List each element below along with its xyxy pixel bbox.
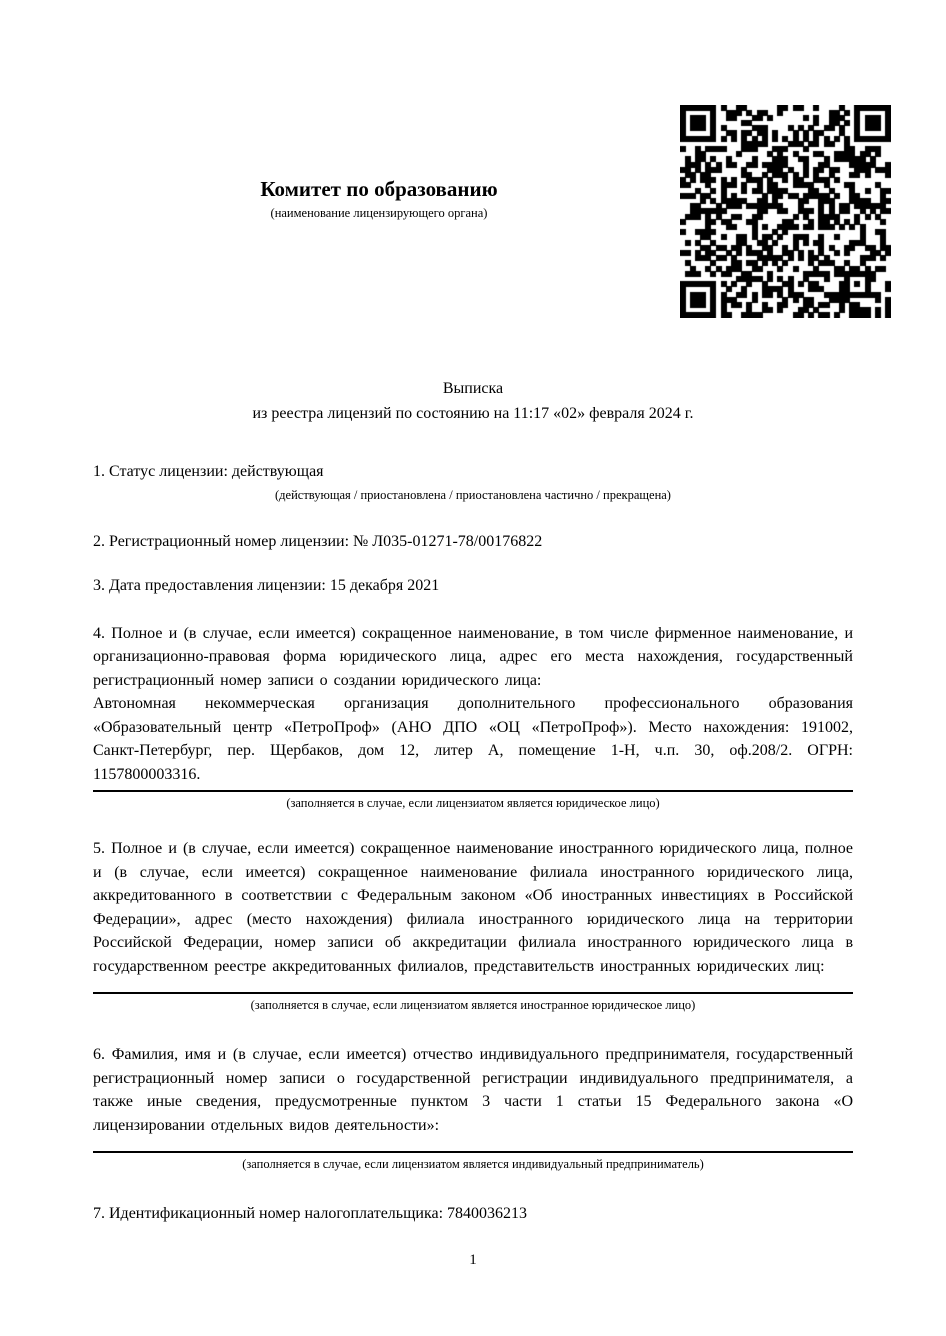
item-taxpayer-number [93,1202,853,1226]
item-registration-number [93,530,853,554]
foreign-entity-question: 5. Полное и (в случае, если имеется) сокращенное наименование иностранного юридического лица, полное и (в случае, если имеется) сокращенное наименование филиала иностранного юридического лица, аккредитованного в соответствии с Федеральным законом «Об иностранных инвестициях в Российской Федерации», адрес (место нахождения) филиала иностранного юридического лица на территории Российской Федерации, номер записи об аккредитации филиала иностранного юридического лица в государственном реестре аккредитованных филиалов, представительств иностранных юридических лиц: [93,840,853,975]
legal-entity-answer: Автономная некоммерческая организация дополнительного профессионального образования «Образовательный центр «ПетроПроф» (АНО ДПО «ОЦ «ПетроПроф»). Место нахождения: 191002, Санкт-Петербург, пер. Щербаков, дом 12, литер А, помещение 1-Н, ч.п. 30, оф.208/2. ОГРН: 1157800003316. [93,695,853,783]
license-status-options-caption: (действующая / приостановлена / приостановлена частично / прекращена) [275,487,671,502]
grant-date-text: 3. Дата предоставления лицензии: 15 декабря 2021 [93,577,440,594]
licensing-authority-name: Комитет по образованию [260,177,498,201]
page-number: 1 [469,1252,477,1268]
foreign-entity-caption: (заполняется в случае, если лицензиатом является иностранное юридическое лицо) [250,998,696,1012]
item-grant-date [93,574,853,598]
legal-entity-question: 4. Полное и (в случае, если имеется) сокращенное наименование, в том числе фирменное наименование, и организационно-правовая форма юридического лица, адрес его места нахождения, государственный регистрационный номер записи о создании юридического лица: [93,624,853,689]
qr-code [680,105,891,318]
foreign-entity-fill-line [93,992,853,994]
legal-entity-fill-line [93,790,853,792]
individual-entrepreneur-question: 6. Фамилия, имя и (в случае, если имеется) отчество индивидуального предпринимателя, государственный регистрационный номер записи о государственной регистрации индивидуального предпринимателя, а также иные сведения, предусмотренные пунктом 3 части 1 статьи 15 Федерального закона «О лицензировании отдельных видов деятельности»: [93,1046,853,1134]
taxpayer-number-text: 7. Идентификационный номер налогоплательщика: 7840036213 [93,1205,528,1222]
document-body [93,460,853,1226]
document-title [93,376,853,426]
individual-entrepreneur-fill-line [93,1151,853,1153]
item-foreign-entity [93,837,853,1013]
document-title-line2: из реестра лицензий по состоянию на 11:17 «02» февраля 2024 г. [252,405,694,422]
item-license-status [93,460,853,503]
item-legal-entity [93,622,853,812]
legal-entity-caption: (заполняется в случае, если лицензиатом является юридическое лицо) [286,796,660,810]
individual-entrepreneur-caption: (заполняется в случае, если лицензиатом является индивидуальный предприниматель) [242,1157,704,1171]
licensing-authority-header [93,176,665,221]
license-status-text: 1. Статус лицензии: действующая [93,463,324,480]
registration-number-text: 2. Регистрационный номер лицензии: № Л035-01271-78/00176822 [93,532,543,550]
document-title-line1: Выписка [442,380,504,397]
item-individual-entrepreneur [93,1043,853,1172]
licensing-authority-caption: (наименование лицензирующего органа) [270,206,488,220]
